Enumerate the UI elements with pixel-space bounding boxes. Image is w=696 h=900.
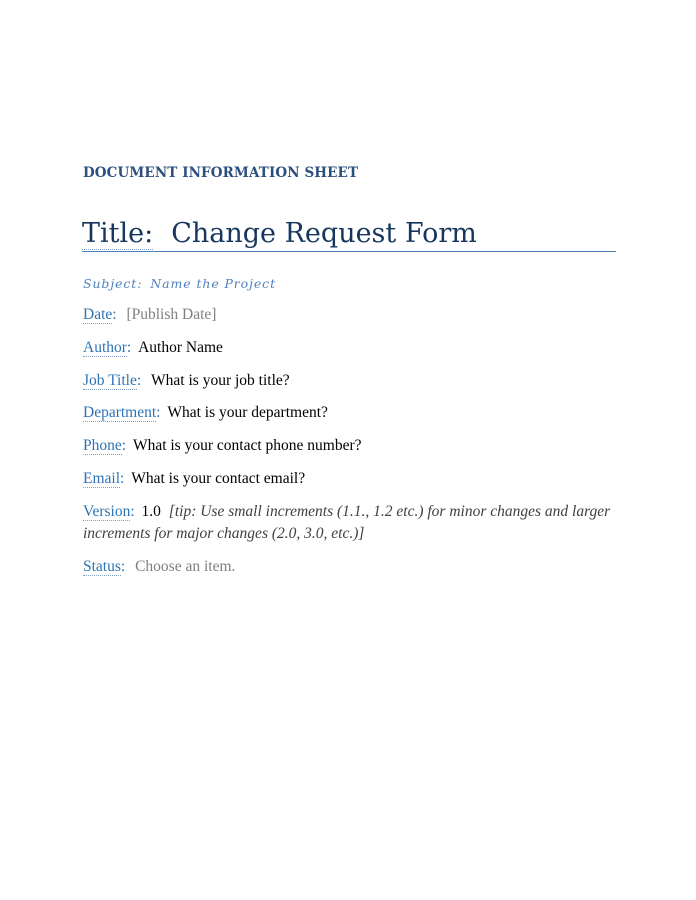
email-row: Email: What is your contact email? bbox=[83, 470, 306, 487]
title-field[interactable]: Change Request Form bbox=[171, 218, 477, 249]
department-label: Department bbox=[83, 404, 157, 421]
phone-label: Phone bbox=[83, 437, 122, 454]
subject-field[interactable]: Name the Project bbox=[150, 276, 276, 291]
author-row: Author: Author Name bbox=[83, 339, 223, 356]
subject-line bbox=[83, 276, 276, 291]
phone-field[interactable]: What is your contact phone number? bbox=[132, 437, 362, 454]
department-row: Department: What is your department? bbox=[83, 404, 328, 421]
version-field[interactable]: 1.0 bbox=[141, 503, 161, 520]
status-dropdown[interactable]: Choose an item. bbox=[135, 558, 236, 575]
date-field[interactable]: [Publish Date] bbox=[126, 306, 217, 323]
subject-label: Subject: bbox=[83, 276, 143, 291]
job-title-row: Job Title: What is your job title? bbox=[83, 372, 290, 389]
title-label: Title: bbox=[82, 218, 154, 249]
phone-row: Phone: What is your contact phone number? bbox=[83, 437, 362, 454]
status-label: Status bbox=[83, 558, 121, 575]
email-field[interactable]: What is your contact email? bbox=[131, 470, 306, 487]
version-tip: [tip: Use small increments (1.1., 1.2 etc.) for minor changes and larger increments for major changes (2.0, 3.0, etc.)] bbox=[83, 503, 611, 542]
title-block bbox=[82, 218, 616, 252]
version-label: Version bbox=[83, 503, 131, 520]
sheet-heading: DOCUMENT INFORMATION SHEET bbox=[83, 165, 359, 181]
date-row: Date: [Publish Date] bbox=[83, 306, 217, 323]
job-title-field[interactable]: What is your job title? bbox=[151, 372, 290, 389]
status-row: Status: Choose an item. bbox=[83, 558, 236, 575]
author-field[interactable]: Author Name bbox=[138, 339, 223, 356]
job-title-label: Job Title bbox=[83, 372, 137, 389]
department-field[interactable]: What is your department? bbox=[167, 404, 328, 421]
author-label: Author bbox=[83, 339, 127, 356]
date-label: Date bbox=[83, 306, 113, 323]
email-label: Email bbox=[83, 470, 121, 487]
version-row: Version: 1.0 [tip: Use small increments (1.1., 1.2 etc.) for minor changes and larger increments for major changes (2.0, 3.0, etc.)] bbox=[83, 503, 611, 542]
